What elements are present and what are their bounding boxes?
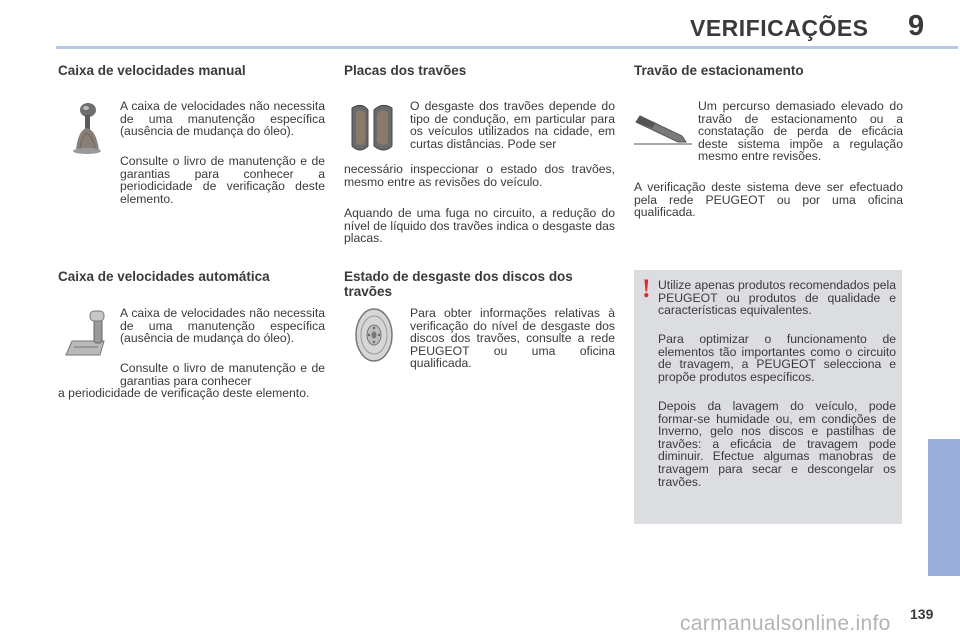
parking-brake-text-1: Um percurso demasiado elevado do travão de estacionamento ou a constatação de perda de eficácia deste sistema impõe a regulação mesmo entre revisões. — [698, 99, 903, 164]
warning-text-2: Para optimizar o funcionamento de elementos tão importantes como o circuito de travagem, a PEUGEOT selecciona e propõe produtos específicos. — [658, 332, 896, 384]
manual-gearbox-text-1: A caixa de velocidades não necessita de uma manutenção específica (ausência de mudança do óleo). — [120, 99, 325, 139]
page-number: 139 — [910, 606, 934, 622]
section-title-brake-pads: Placas dos travões — [344, 63, 467, 78]
automatic-shifter-icon — [62, 307, 108, 361]
manual-gearbox-text-2: Consulte o livro de manutenção e de garantias para conhecer a periodicidade de verificação deste elemento. — [120, 154, 325, 206]
warning-exclamation-icon: ! — [642, 274, 651, 303]
warning-text-3: Depois da lavagem do veículo, pode formar-se humidade ou, em condições de Inverno, gelo nos discos e pastilhas de travões: a eficácia de travagem pode diminuir. Efectue algumas manobras de travagem para secar e descongelar os travões. — [658, 399, 896, 489]
gear-knob-icon — [66, 100, 106, 156]
section-title-automatic-gearbox: Caixa de velocidades automática — [58, 269, 270, 284]
brake-pads-icon — [346, 100, 398, 156]
brake-disc-icon — [352, 306, 398, 364]
parking-brake-lever-icon — [634, 108, 692, 148]
automatic-gearbox-text-1: A caixa de velocidades não necessita de uma manutenção específica (ausência de mudança do óleo). — [120, 306, 325, 346]
section-title-manual-gearbox: Caixa de velocidades manual — [58, 63, 246, 78]
brake-discs-text-1: Para obter informações relativas à verificação do nível de desgaste dos discos dos travões, consulte a rede PEUGEOT ou uma oficina qualificada. — [410, 306, 615, 371]
chapter-number: 9 — [908, 10, 925, 42]
brake-pads-text-2: necessário inspeccionar o estado dos travões, mesmo entre as revisões do veículo. — [344, 162, 615, 189]
page-title: VERIFICAÇÕES — [690, 15, 869, 41]
warning-text-1: Utilize apenas produtos recomendados pela PEUGEOT ou produtos de qualidade e características equivalentes. — [658, 278, 896, 318]
parking-brake-text-2: A verificação deste sistema deve ser efectuado pela rede PEUGEOT ou por uma oficina qualificada. — [634, 180, 903, 220]
chapter-side-tab — [928, 439, 960, 576]
automatic-gearbox-text-2: Consulte o livro de manutenção e de garantias para conhecer — [120, 361, 325, 388]
section-title-brake-discs: Estado de desgaste dos discos dos travões — [344, 269, 573, 299]
watermark-text: carmanualsonline.info — [680, 612, 891, 635]
brake-pads-text-3: Aquando de uma fuga no circuito, a redução do nível de líquido dos travões indica o desgaste das placas. — [344, 206, 615, 246]
automatic-gearbox-text-3: a periodicidade de verificação deste elemento. — [58, 386, 310, 400]
header-divider — [56, 46, 958, 49]
brake-pads-text-1: O desgaste dos travões depende do tipo de condução, em particular para os veículos utilizados na cidade, em curtas distâncias. Pode ser — [410, 99, 615, 151]
section-title-parking-brake: Travão de estacionamento — [634, 63, 804, 78]
